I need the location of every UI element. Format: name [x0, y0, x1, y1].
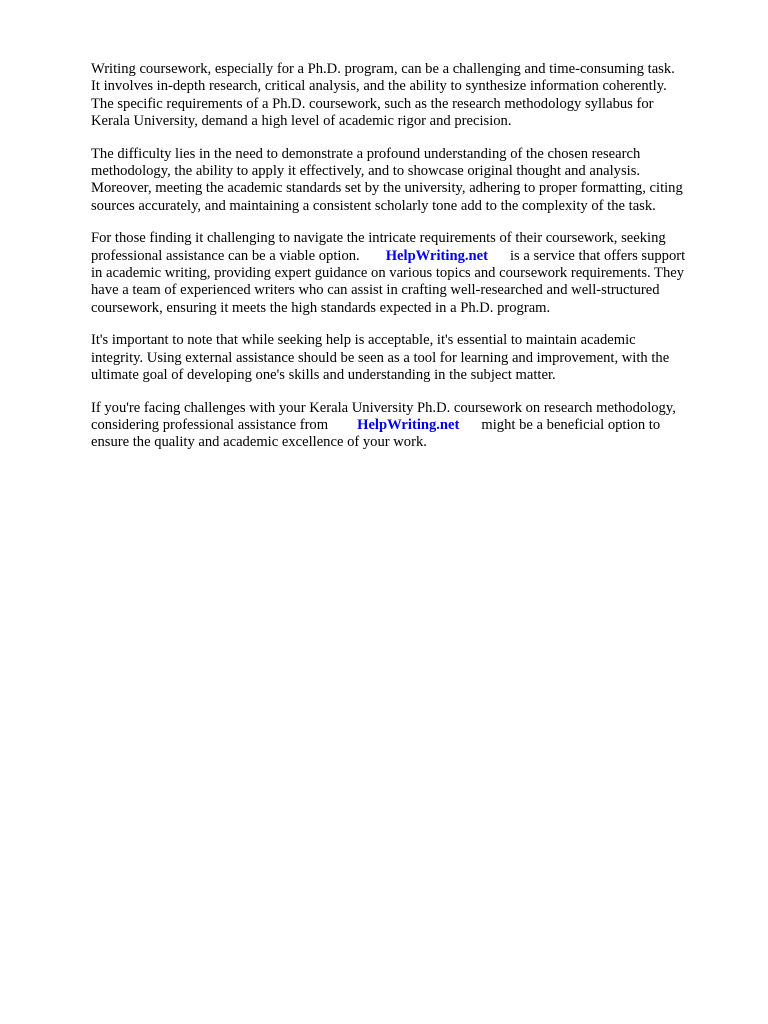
helpwriting-link[interactable]: HelpWriting.net	[385, 247, 488, 264]
text-line: have a team of experienced writers who can assist in crafting well-researched and well-structured	[91, 282, 660, 299]
text-line-with-link	[91, 248, 741, 265]
text-fragment: considering professional assistance from	[91, 416, 329, 433]
text-line: It involves in-depth research, critical analysis, and the ability to synthesize information coherently.	[91, 78, 667, 95]
text-line: It's important to note that while seeking help is acceptable, it's essential to maintain academic	[91, 332, 636, 349]
text-line: in academic writing, providing expert guidance on various topics and coursework requirements. They	[91, 265, 685, 282]
text-line: The specific requirements of a Ph.D. coursework, such as the research methodology syllabus for	[91, 95, 654, 112]
text-fragment: might be a beneficial option to	[481, 416, 661, 433]
text-line: ensure the quality and academic excellence of your work.	[91, 434, 427, 451]
text-line: Kerala University, demand a high level of academic rigor and precision.	[91, 113, 512, 130]
text-fragment: professional assistance can be a viable option.	[91, 247, 360, 264]
text-line: Writing coursework, especially for a Ph.D. program, can be a challenging and time-consuming task.	[91, 61, 675, 77]
text-line: coursework, ensuring it meets the high standards expected in a Ph.D. program.	[91, 299, 551, 316]
text-line: sources accurately, and maintaining a consistent scholarly tone add to the complexity of the task.	[91, 197, 656, 214]
text-line: Moreover, meeting the academic standards set by the university, adhering to proper formatting, citing	[91, 180, 683, 197]
paragraph-conclusion	[91, 400, 741, 452]
text-line: The difficulty lies in the need to demonstrate a profound understanding of the chosen research	[91, 145, 641, 162]
paragraph-difficulty	[91, 146, 741, 216]
paragraph-assistance	[91, 230, 741, 317]
text-line: If you're facing challenges with your Kerala University Ph.D. coursework on research methodology,	[91, 399, 676, 416]
paragraph-intro	[91, 61, 741, 131]
helpwriting-link[interactable]: HelpWriting.net	[357, 416, 460, 433]
paragraph-integrity	[91, 332, 741, 384]
text-line: methodology, the ability to apply it effectively, and to showcase original thought and analysis.	[91, 163, 641, 180]
text-fragment: is a service that offers support	[509, 247, 686, 264]
text-line: ultimate goal of developing one's skills and understanding in the subject matter.	[91, 367, 556, 384]
text-line: For those finding it challenging to navigate the intricate requirements of their coursework, seeking	[91, 230, 666, 247]
text-line-with-link	[91, 417, 741, 434]
text-line: integrity. Using external assistance should be seen as a tool for learning and improvement, with the	[91, 349, 670, 366]
document-body	[91, 61, 741, 467]
